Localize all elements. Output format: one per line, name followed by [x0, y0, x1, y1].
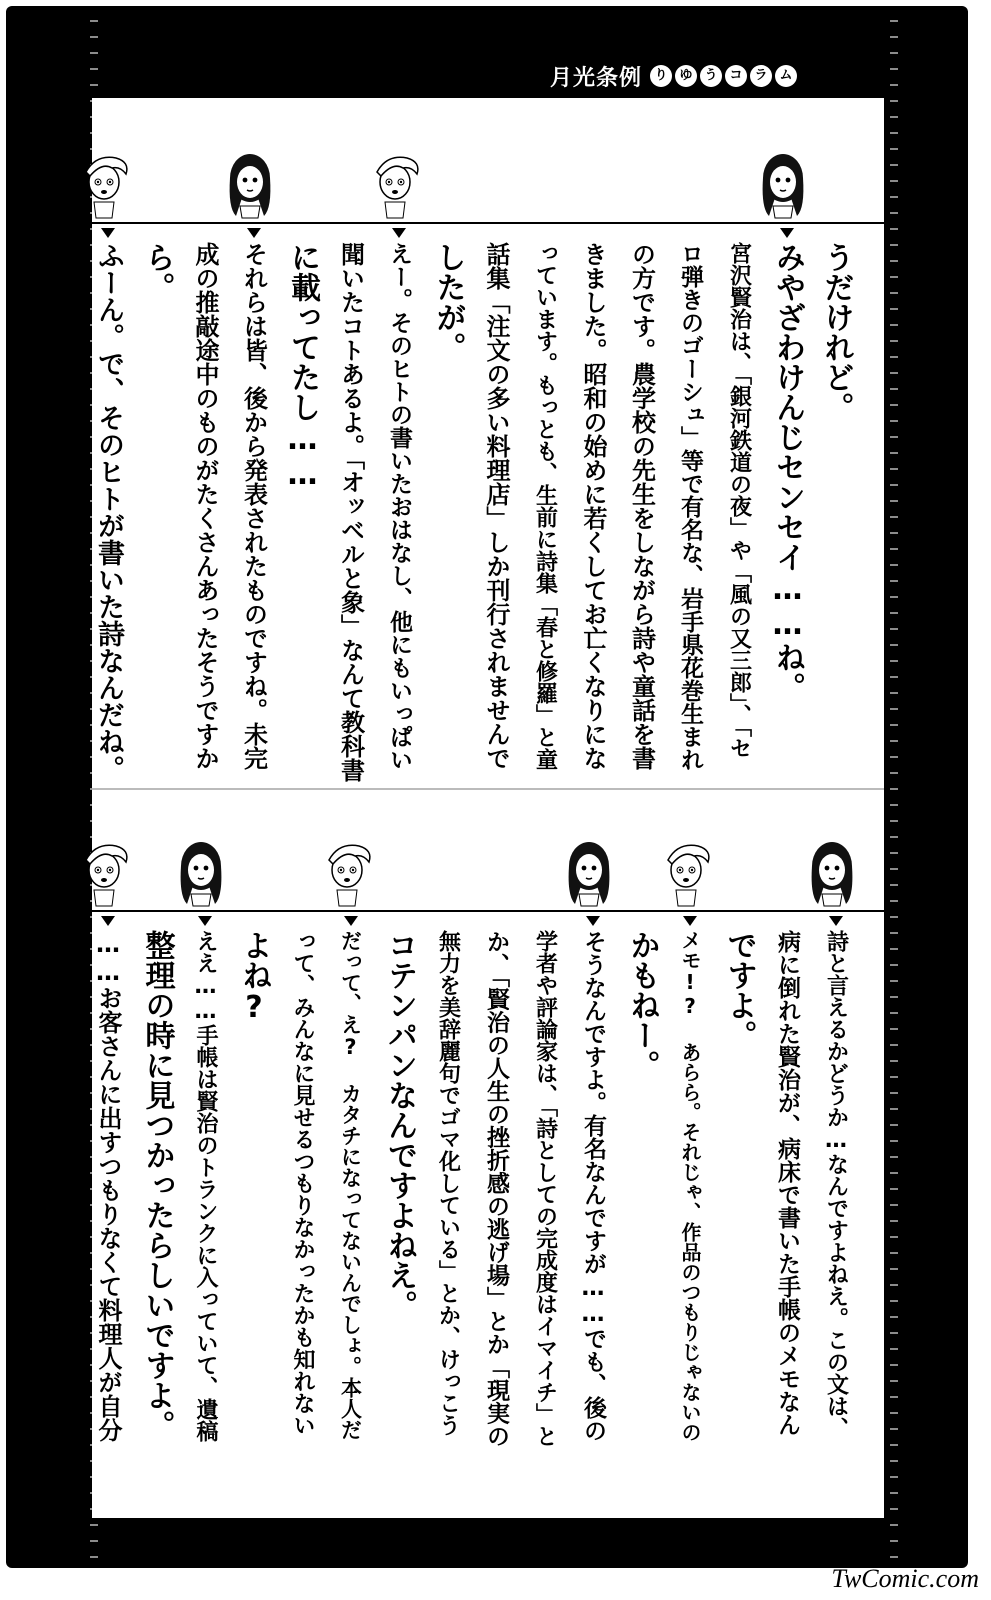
- watermark: TwComic.com: [831, 1564, 979, 1593]
- dialogue-text: 聞いたコトあるよ。「オッベルと象」なんて教科書: [336, 242, 365, 782]
- spacer: [780, 916, 794, 926]
- dialogue-column: [226, 228, 282, 770]
- dialogue-text: ……お客さんに出すつもりなくて料理人が自分: [94, 930, 122, 1442]
- spacer: [732, 916, 746, 926]
- dialogue-column: [808, 916, 864, 1439]
- dialogue-text: 無力を美辞麗句でゴマ化している」とか、けっこう: [435, 930, 461, 1436]
- dialogue-text: よね?: [236, 930, 272, 1025]
- spacer: [441, 228, 455, 238]
- badge-char: り: [650, 65, 672, 87]
- spacer: [392, 916, 406, 926]
- spacer: [247, 916, 261, 926]
- dialogue-text: コテンパンなんですよねえ。: [382, 930, 417, 1320]
- dialogue-text: きました。昭和の始めに若くしてお亡くなりにな: [579, 242, 607, 770]
- dialogue-column: [420, 228, 476, 362]
- dialogue-column: [226, 916, 282, 1025]
- dialogue-column: [468, 916, 524, 1448]
- dialogue-text: かもねー。: [624, 930, 660, 1080]
- dialogue-column: [80, 228, 136, 782]
- dialogue-column: [565, 916, 621, 1442]
- girl-avatar-icon: [173, 836, 229, 908]
- dialogue-text: か、「賢治の人生の挫折感の逃げ場」とか「現実の: [483, 930, 509, 1448]
- speaker-marker-icon: [198, 916, 212, 926]
- dialogue-text: ら。: [139, 242, 175, 302]
- boy-avatar-icon: [76, 836, 132, 908]
- dialogue-column: [323, 228, 379, 782]
- spacer: [295, 916, 309, 926]
- badge-char: コ: [725, 65, 747, 87]
- dialogue-column: [711, 916, 767, 1050]
- dialogue-column: [323, 916, 379, 1440]
- spacer: [732, 228, 746, 238]
- dialogue-text: 整理の時に見つかったらしいですよ。: [139, 930, 175, 1440]
- boy-avatar-icon: [658, 836, 714, 908]
- dialogue-text: ふーん。で、そのヒトが書いた詩なんだね。: [93, 242, 124, 782]
- spacer: [489, 916, 503, 926]
- dialogue-text: っています。もっとも、生前に詩集「春と修羅」と童: [532, 242, 558, 770]
- spacer: [538, 916, 552, 926]
- speaker-marker-icon: [247, 228, 261, 238]
- avatar-baseline: [92, 910, 884, 912]
- spacer: [150, 228, 164, 238]
- boy-avatar-icon: [367, 148, 423, 220]
- dialogue-text: 宮沢賢治は、「銀河鉄道の夜」や「風の又三郎」、「セ: [726, 242, 752, 759]
- dialogue-text: ですよ。: [721, 930, 757, 1050]
- badge-char: ラ: [750, 65, 772, 87]
- dialogue-text: そうなんですよ。有名なんですが……でも、後の: [580, 930, 606, 1442]
- column-header: [550, 58, 930, 94]
- girl-avatar-icon: [561, 836, 617, 908]
- spacer: [198, 228, 212, 238]
- column-badge: [650, 65, 797, 87]
- dialogue-column: [517, 228, 573, 770]
- dialogue-column: [759, 228, 815, 702]
- speaker-marker-icon: [829, 916, 843, 926]
- dialogue-column: [274, 916, 330, 1436]
- dialogue-text: それらは皆、後から発表されたものですね。未完: [239, 242, 268, 770]
- dialogue-panel-top: [92, 138, 884, 782]
- series-title: 月光条例: [550, 65, 643, 91]
- spacer: [295, 228, 309, 238]
- avatar-baseline: [92, 222, 884, 224]
- dialogue-panel-bottom: [92, 826, 884, 1446]
- dialogue-column: [274, 228, 330, 492]
- spacer: [635, 916, 649, 926]
- dialogue-text: うだけれど。: [818, 242, 854, 422]
- dialogue-text: に載ってたし……: [285, 242, 320, 492]
- speaker-marker-icon: [101, 228, 115, 238]
- dialogue-column: [371, 916, 427, 1320]
- speaker-marker-icon: [392, 228, 406, 238]
- speaker-marker-icon: [101, 916, 115, 926]
- girl-avatar-icon: [222, 148, 278, 220]
- dialogue-column: [420, 916, 476, 1436]
- spacer: [829, 228, 843, 238]
- column-paper: [92, 98, 884, 1518]
- spacer: [344, 228, 358, 238]
- dialogue-text: 話集「注文の多い料理店」しか刊行されませんで: [482, 242, 510, 770]
- torn-edge-right: [890, 6, 898, 1568]
- girl-avatar-icon: [804, 836, 860, 908]
- dialogue-text: みやざわけんじセンセイ……ね。: [770, 242, 805, 702]
- dialogue-text: したが。: [430, 242, 466, 362]
- dialogue-column: [129, 916, 185, 1440]
- speaker-marker-icon: [683, 916, 697, 926]
- dialogue-text: えー。そのヒトの書いたおはなし、他にもいっぱい: [386, 242, 412, 771]
- dialogue-text: 詩と言えるかどうか…なんですよねえ。この文は、: [823, 930, 849, 1439]
- spacer: [586, 228, 600, 238]
- boy-avatar-icon: [76, 148, 132, 220]
- dialogue-column: [565, 228, 621, 770]
- boy-avatar-icon: [319, 836, 375, 908]
- dialogue-text: 成の推敲途中のものがたくさんあったそうですか: [191, 242, 219, 770]
- dialogue-column: [711, 228, 767, 759]
- dialogue-column: [517, 916, 573, 1447]
- dialogue-column: [614, 916, 670, 1080]
- dialogue-column: [614, 228, 670, 770]
- badge-char: ゆ: [675, 65, 697, 87]
- spacer: [441, 916, 455, 926]
- badge-char: う: [700, 65, 722, 87]
- speaker-marker-icon: [586, 916, 600, 926]
- speaker-marker-icon: [344, 916, 358, 926]
- dialogue-text: 病に倒れた賢治が、病床で書いた手帳のメモなん: [774, 930, 800, 1436]
- speaker-marker-icon: [780, 228, 794, 238]
- dialogue-text: 学者や評論家は、「詩としての完成度はイマイチ」と: [532, 930, 558, 1447]
- dialogue-column: [371, 228, 427, 771]
- dialogue-column: [808, 228, 864, 422]
- dialogue-column: [177, 228, 233, 770]
- dialogue-text: だって、え? カタチになってないんでしょ。本人だ: [338, 930, 363, 1440]
- panel-divider: [92, 788, 884, 790]
- dialogue-column: [129, 228, 185, 302]
- spacer: [150, 916, 164, 926]
- spacer: [538, 228, 552, 238]
- dialogue-column: [80, 916, 136, 1442]
- dialogue-text: ロ弾きのゴーシュ」等で有名な、岩手県花巻生まれ: [677, 242, 703, 771]
- dialogue-text: って、みんなに見せるつもりなかったかも知れない: [290, 930, 315, 1436]
- dialogue-column: [468, 228, 524, 770]
- dialogue-text: ええ……手帳は賢治のトランクに入っていて、遺稿: [193, 930, 218, 1442]
- dialogue-column: [177, 916, 233, 1442]
- spacer: [635, 228, 649, 238]
- girl-avatar-icon: [755, 148, 811, 220]
- dialogue-column: [662, 916, 718, 1442]
- spacer: [683, 228, 697, 238]
- spacer: [489, 228, 503, 238]
- dialogue-column: [759, 916, 815, 1436]
- dialogue-text: メモ!? あらら。それじゃ、作品のつもりじゃないの: [678, 930, 702, 1442]
- dialogue-column: [662, 228, 718, 771]
- badge-char: ム: [775, 65, 797, 87]
- dialogue-text: の方です。農学校の先生をしながら詩や童話を書: [627, 242, 656, 770]
